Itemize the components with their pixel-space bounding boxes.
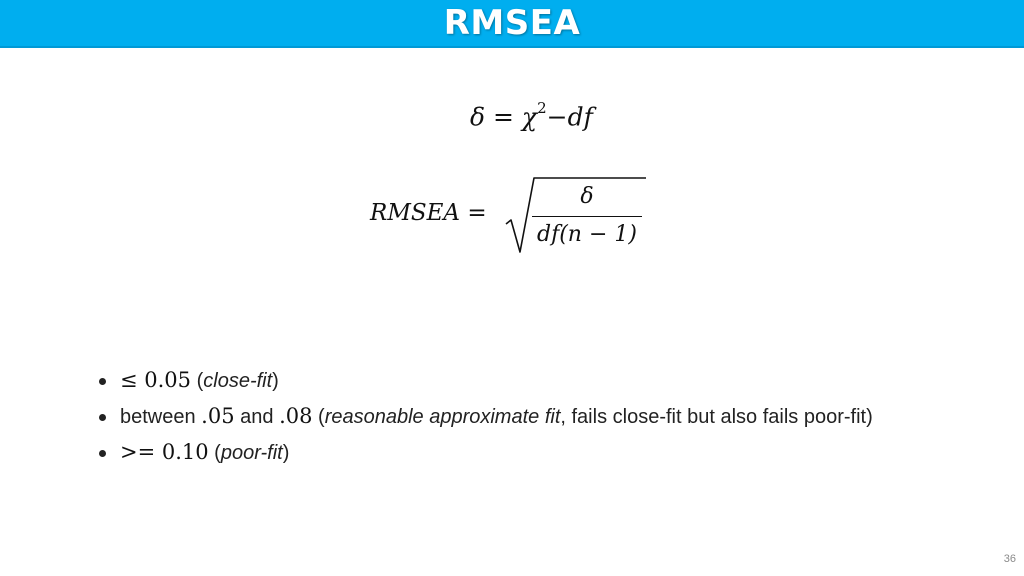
delta-formula	[470, 99, 593, 132]
rmsea-label: RMSEA	[370, 200, 461, 226]
title-bar	[0, 0, 1024, 48]
equals-sign: =	[493, 102, 514, 132]
list-item: between .05 and .08 (reasonable approximate fit, fails close-fit but also fails poor-fit)	[96, 398, 873, 434]
threshold-value: .08	[279, 404, 313, 428]
fit-label: poor-fit	[220, 442, 283, 464]
rmsea-lhs	[370, 200, 487, 226]
df-term: df	[567, 102, 593, 132]
fraction-numerator: δ	[580, 184, 594, 209]
equals-sign: =	[467, 200, 487, 226]
threshold-value: .05	[201, 404, 235, 428]
fit-criteria-list	[96, 362, 873, 470]
fraction-denominator: df(n − 1)	[537, 222, 637, 247]
slide-title: RMSEA	[443, 3, 581, 43]
threshold-value: >= 0.10	[120, 440, 209, 464]
chi-exponent: 2	[537, 99, 547, 117]
page-number: 36	[1003, 553, 1016, 565]
fit-label: reasonable approximate fit	[324, 406, 561, 428]
threshold-value: ≤ 0.05	[120, 368, 192, 392]
list-item: ≤ 0.05 (close-fit)	[96, 362, 873, 398]
fraction-bar	[532, 216, 642, 217]
fit-label: close-fit	[203, 370, 273, 392]
rmsea-formula	[370, 172, 660, 262]
minus-sign: −	[546, 102, 568, 132]
chi-symbol: χ	[521, 102, 538, 132]
list-item: >= 0.10 (poor-fit)	[96, 434, 873, 470]
delta-symbol: δ	[470, 102, 486, 132]
